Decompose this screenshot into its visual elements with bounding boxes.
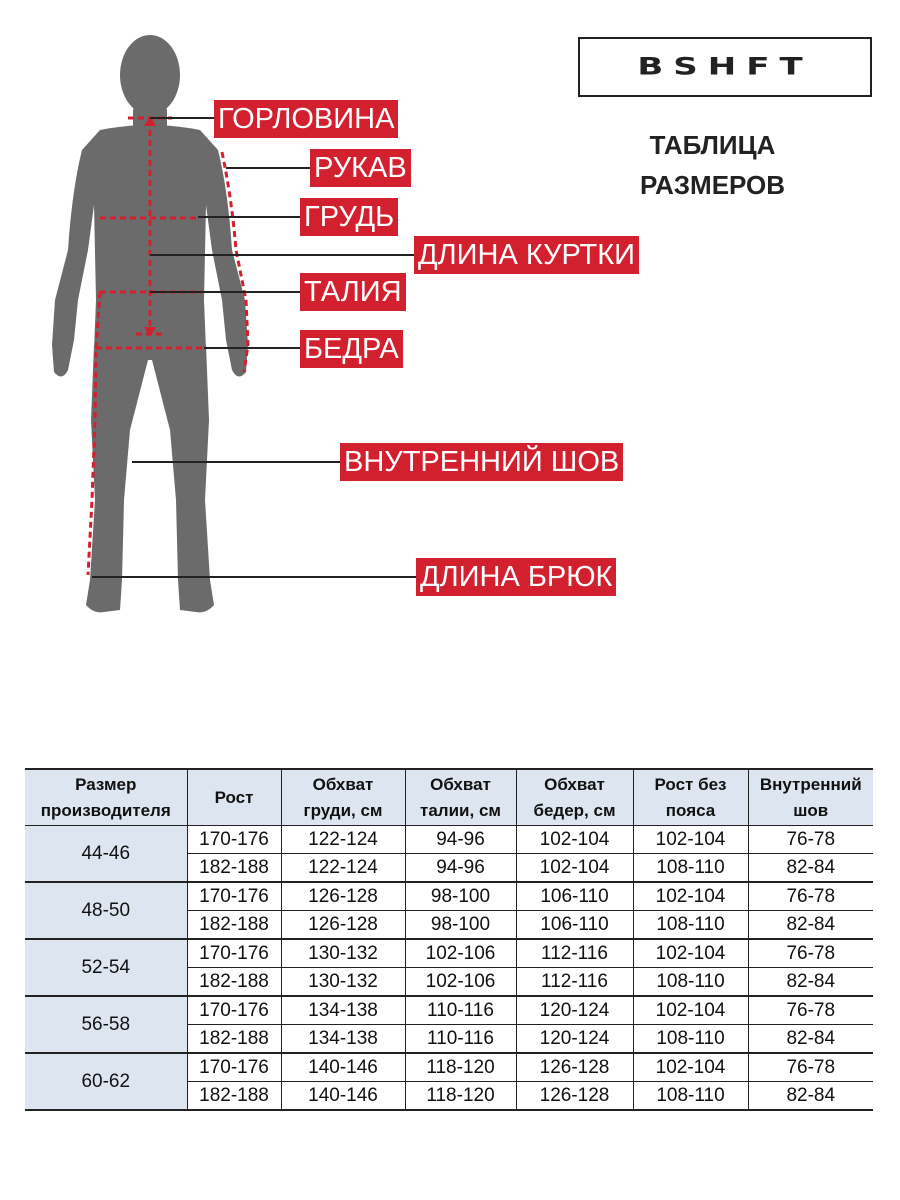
table-cell: 140-146 [281, 1082, 405, 1111]
label-chest: ГРУДЬ [300, 198, 398, 236]
table-cell: 122-124 [281, 826, 405, 854]
table-cell: 120-124 [516, 1025, 633, 1054]
table-cell: 108-110 [633, 1025, 748, 1054]
table-cell: 82-84 [748, 1082, 873, 1111]
table-cell: 76-78 [748, 882, 873, 911]
table-cell: 182-188 [187, 1082, 281, 1111]
table-header-text: Обхват [544, 774, 605, 794]
size-table [25, 768, 873, 1111]
table-header-cell [281, 769, 405, 826]
table-header-text: Рост [214, 787, 254, 807]
table-cell: 102-104 [516, 826, 633, 854]
label-sleeve: РУКАВ [310, 149, 411, 187]
label-waist: ТАЛИЯ [300, 273, 406, 311]
size-cell: 48-50 [25, 882, 187, 939]
table-cell: 126-128 [516, 1082, 633, 1111]
table-cell: 170-176 [187, 1053, 281, 1082]
table-cell: 110-116 [405, 996, 516, 1025]
table-header-cell [633, 769, 748, 826]
table-header-row [25, 769, 873, 826]
table-row [25, 826, 873, 854]
table-row [25, 939, 873, 968]
table-cell: 82-84 [748, 911, 873, 940]
table-cell: 102-104 [633, 939, 748, 968]
table-cell: 120-124 [516, 996, 633, 1025]
table-cell: 130-132 [281, 968, 405, 997]
table-cell: 94-96 [405, 854, 516, 883]
label-trouser-length: ДЛИНА БРЮК [416, 558, 616, 596]
label-inseam: ВНУТРЕННИЙ ШОВ [340, 443, 623, 481]
table-cell: 182-188 [187, 854, 281, 883]
table-cell: 126-128 [516, 1053, 633, 1082]
label-hips: БЕДРА [300, 330, 403, 368]
brand-logo-text: BSHFT [637, 53, 813, 81]
size-cell: 60-62 [25, 1053, 187, 1110]
table-cell: 82-84 [748, 854, 873, 883]
table-header-cell [748, 769, 873, 826]
table-cell: 134-138 [281, 996, 405, 1025]
table-cell: 98-100 [405, 911, 516, 940]
table-cell: 82-84 [748, 1025, 873, 1054]
table-cell: 118-120 [405, 1082, 516, 1111]
table-cell: 182-188 [187, 1025, 281, 1054]
table-header-text: шов [793, 800, 829, 820]
table-cell: 106-110 [516, 882, 633, 911]
label-neck: ГОРЛОВИНА [214, 100, 398, 138]
table-cell: 170-176 [187, 939, 281, 968]
table-cell: 108-110 [633, 1082, 748, 1111]
table-row [25, 882, 873, 911]
table-header-text: талии, см [420, 800, 501, 820]
page-title [600, 125, 825, 205]
table-cell: 170-176 [187, 996, 281, 1025]
table-cell: 102-106 [405, 939, 516, 968]
table-header-text: Размер [75, 774, 137, 794]
table-header-cell [25, 769, 187, 826]
brand-logo [578, 37, 872, 97]
page-title-line-2: РАЗМЕРОВ [639, 170, 786, 200]
table-cell: 110-116 [405, 1025, 516, 1054]
table-cell: 126-128 [281, 882, 405, 911]
table-cell: 102-104 [633, 1053, 748, 1082]
table-row [25, 1053, 873, 1082]
size-cell: 52-54 [25, 939, 187, 996]
table-header-cell [187, 769, 281, 826]
table-cell: 94-96 [405, 826, 516, 854]
table-cell: 182-188 [187, 911, 281, 940]
table-body [25, 826, 873, 1111]
table-cell: 76-78 [748, 996, 873, 1025]
table-cell: 108-110 [633, 911, 748, 940]
table-cell: 170-176 [187, 882, 281, 911]
table-header-text: Рост без [654, 774, 727, 794]
table-cell: 76-78 [748, 1053, 873, 1082]
table-cell: 98-100 [405, 882, 516, 911]
table-cell: 82-84 [748, 968, 873, 997]
table-cell: 140-146 [281, 1053, 405, 1082]
table-cell: 102-104 [516, 854, 633, 883]
table-cell: 170-176 [187, 826, 281, 854]
table-cell: 102-106 [405, 968, 516, 997]
table-cell: 76-78 [748, 939, 873, 968]
table-header-text: пояса [665, 800, 716, 820]
table-cell: 112-116 [516, 968, 633, 997]
table-header-text: производителя [40, 800, 171, 820]
table-cell: 134-138 [281, 1025, 405, 1054]
table-cell: 102-104 [633, 826, 748, 854]
table-cell: 108-110 [633, 854, 748, 883]
size-cell: 56-58 [25, 996, 187, 1053]
table-header-text: груди, см [303, 800, 383, 820]
table-header-cell [516, 769, 633, 826]
table-cell: 130-132 [281, 939, 405, 968]
table-cell: 118-120 [405, 1053, 516, 1082]
table-cell: 102-104 [633, 882, 748, 911]
table-header-text: бедер, см [533, 800, 616, 820]
table-cell: 182-188 [187, 968, 281, 997]
table-cell: 112-116 [516, 939, 633, 968]
table-header-text: Обхват [312, 774, 374, 794]
table-cell: 122-124 [281, 854, 405, 883]
table-cell: 102-104 [633, 996, 748, 1025]
table-cell: 106-110 [516, 911, 633, 940]
table-cell: 76-78 [748, 826, 873, 854]
table-cell: 126-128 [281, 911, 405, 940]
page-title-line-1: ТАБЛИЦА [649, 130, 776, 160]
label-jacket-length: ДЛИНА КУРТКИ [414, 236, 639, 274]
size-cell: 44-46 [25, 826, 187, 883]
table-row [25, 996, 873, 1025]
table-header-text: Обхват [430, 774, 491, 794]
table-header-text: Внутренний [759, 774, 862, 794]
table-header-cell [405, 769, 516, 826]
table-cell: 108-110 [633, 968, 748, 997]
